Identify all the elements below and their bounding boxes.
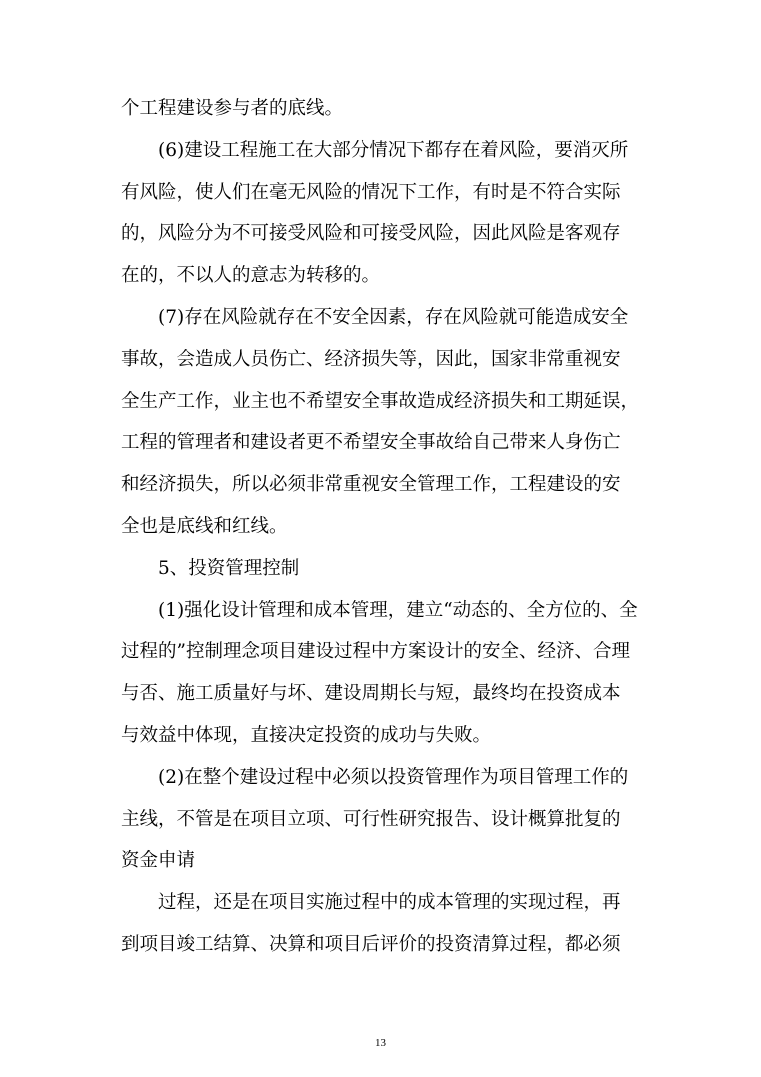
text-line: 主线，不管是在项目立项、可行性研究报告、设计概算批复的 — [121, 808, 621, 830]
text-line: (1)强化设计管理和成本管理，建立“动态的、全方位的、全 — [158, 599, 638, 621]
text-line: 全也是底线和红线。 — [121, 515, 288, 537]
text-line: 在的，不以人的意志为转移的。 — [121, 265, 381, 287]
text-line: 资金申请 — [121, 850, 196, 872]
page-number: 13 — [375, 1037, 386, 1049]
text-line: 与否、施工质量好与坏、建设周期长与短，最终均在投资成本 — [121, 683, 621, 705]
text-line: 和经济损失，所以必须非常重视安全管理工作，工程建设的安 — [121, 474, 621, 496]
text-line: 的，风险分为不可接受风险和可接受风险，因此风险是客观存 — [121, 223, 621, 245]
text-line: (6)建设工程施工在大部分情况下都存在着风险，要消灭所 — [158, 139, 629, 161]
text-line: 全生产工作，业主也不希望安全事故造成经济损失和工期延误， — [121, 390, 640, 412]
text-line: (7)存在风险就存在不安全因素，存在风险就可能造成安全 — [158, 306, 629, 328]
text-line: 个工程建设参与者的底线。 — [121, 98, 344, 119]
text-line: 与效益中体现，直接决定投资的成功与失败。 — [121, 724, 492, 746]
text-line: 到项目竣工结算、决算和项目后评价的投资清算过程，都必须 — [121, 933, 621, 955]
text-line: 事故，会造成人员伤亡、经济损失等，因此，国家非常重视安 — [121, 348, 621, 370]
text-line: 过程，还是在项目实施过程中的成本管理的实现过程，再 — [158, 892, 621, 914]
text-line: 有风险，使人们在毫无风险的情况下工作，有时是不符合实际 — [121, 181, 621, 203]
text-line: (2)在整个建设过程中必须以投资管理作为项目管理工作的 — [158, 766, 629, 788]
text-line: 工程的管理者和建设者更不希望安全事故给自己带来人身伤亡 — [121, 432, 621, 454]
text-line: 过程的”控制理念项目建设过程中方案设计的安全、经济、合理 — [121, 641, 630, 663]
section-heading: 5、投资管理控制 — [158, 557, 300, 579]
body-text — [121, 88, 641, 966]
